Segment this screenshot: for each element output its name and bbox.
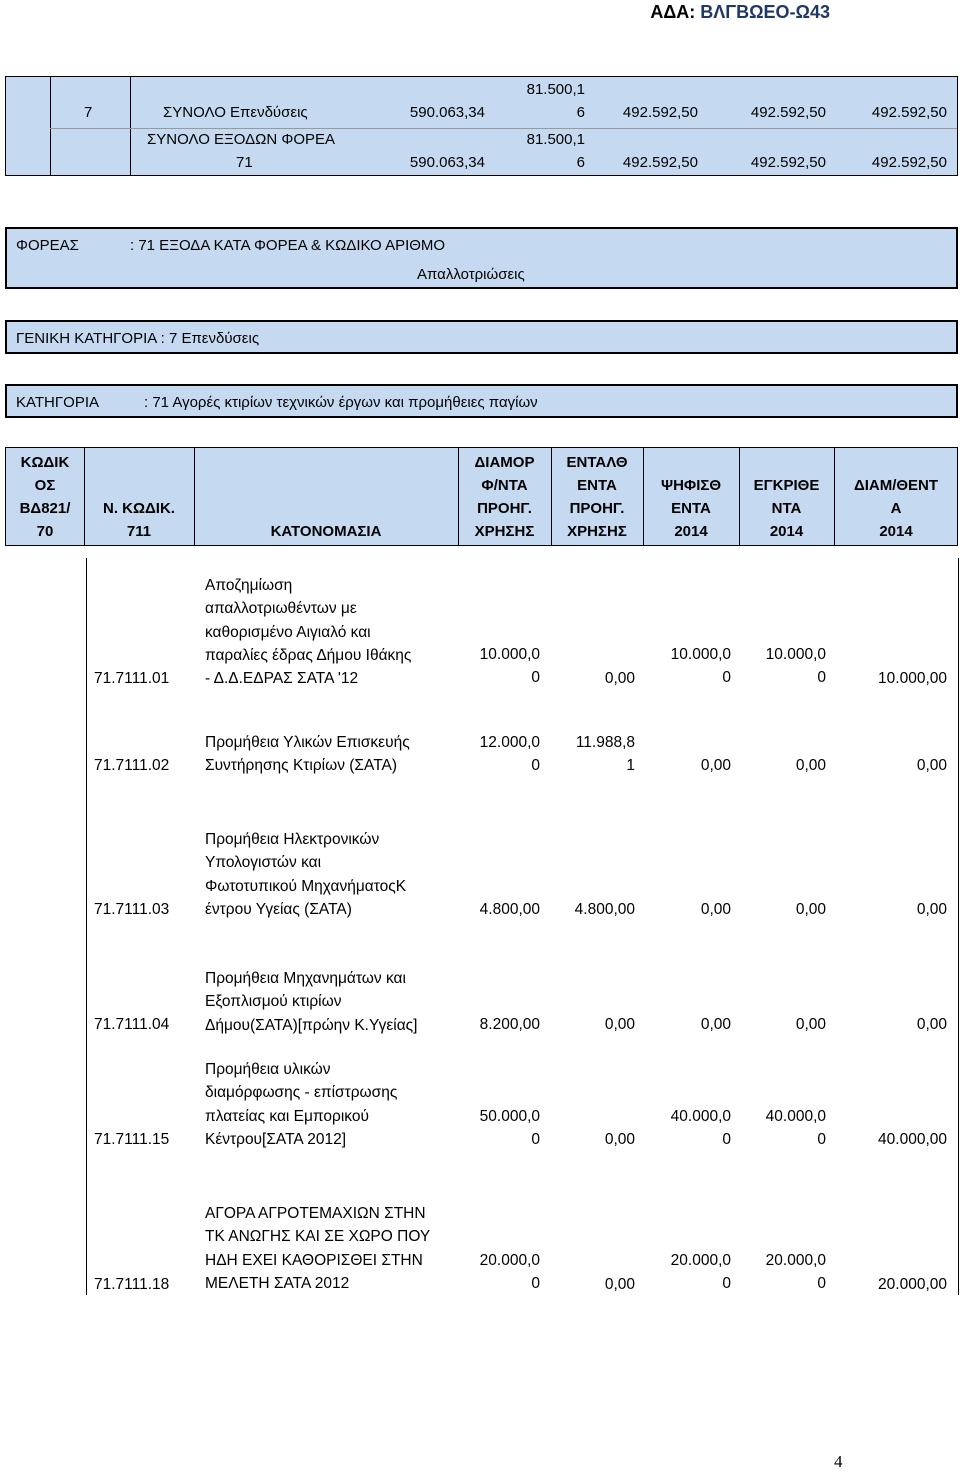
row-value: 0,00 <box>604 1131 635 1148</box>
totals-band <box>5 76 958 176</box>
col-header-egkrith-2014: ΕΓΚΡΙΘΕ ΝΤΑ 2014 <box>753 477 820 540</box>
row-name: Προμήθεια Ηλεκτρονικών Υπολογιστών και Φωτοτυπικού ΜηχανήματοςΚ έντρου Υγείας (ΣΑΤΑ) <box>205 831 407 918</box>
row-value: 12.000,0 0 <box>479 734 540 775</box>
row-code: 71.7111.18 <box>94 1276 170 1293</box>
total-value: 590.063,34 <box>409 104 485 121</box>
col-header-katonomasia: ΚΑΤΟΝΟΜΑΣΙΑ <box>270 523 382 540</box>
ada-label: ΑΔΑ: <box>650 2 696 22</box>
foreas-bar <box>5 227 958 289</box>
row-code: 71.7111.02 <box>94 757 170 774</box>
row-code: 71.7111.01 <box>94 670 170 687</box>
row-value: 10.000,00 <box>878 670 947 687</box>
general-category-bar <box>5 320 958 354</box>
row-name: Προμήθεια Υλικών Επισκευής Συντήρησης Κτιρίων (ΣΑΤΑ) <box>205 734 410 775</box>
row-code: 71.7111.15 <box>94 1131 170 1148</box>
total-label: ΣΥΝΟΛΟ ΕΞΟΔΩΝ ΦΟΡΕΑ <box>147 131 336 148</box>
row-value: 11.988,8 1 <box>575 734 635 775</box>
category-bar <box>5 384 958 418</box>
row-value: 4.800,00 <box>574 901 635 918</box>
row-code: 71.7111.04 <box>94 1016 170 1033</box>
col-header-n-kodik: Ν. ΚΩΔΙΚ. 711 <box>103 500 175 540</box>
category-value: : 71 Αγορές κτιρίων τεχνικών έργων και προμήθειες παγίων <box>144 394 538 411</box>
category-label: ΚΑΤΗΓΟΡΙΑ <box>16 394 99 411</box>
total-value: 81.500,1 <box>526 131 585 148</box>
total-value: 81.500,1 <box>526 81 585 98</box>
page-number: 4 <box>834 1452 843 1471</box>
foreas-value: : 71 ΕΞΟΔΑ ΚΑΤΑ ΦΟΡΕΑ & ΚΩΔΙΚΟ ΑΡΙΘΜΟ <box>130 237 446 254</box>
row-name: ΑΓΟΡΑ ΑΓΡΟΤΕΜΑΧΙΩΝ ΣΤΗΝ ΤΚ ΑΝΩΓΗΣ ΚΑΙ ΣΕ ΧΩΡΟ ΠΟΥ ΗΔΗ ΕΧΕΙ ΚΑΘΟΡΙΣΘΕΙ ΣΤΗΝ ΜΕΛΕΤΗ ΣΑΤΑ 2012 <box>205 1205 431 1292</box>
row-value: 40.000,0 0 <box>765 1108 826 1149</box>
row-value: 0,00 <box>604 1276 635 1293</box>
total-value: 492.592,50 <box>871 154 947 171</box>
row-name: Προμήθεια Μηχανημάτων και Εξοπλισμού κτιρίων Δήμου(ΣΑΤΑ)[πρώην Κ.Υγείας] <box>205 970 418 1034</box>
row-value: 20.000,00 <box>878 1276 947 1293</box>
row-value: 4.800,00 <box>479 901 540 918</box>
total-value: 590.063,34 <box>409 154 485 171</box>
ada-code: ΒΛΓΒΩΕΟ-Ω43 <box>700 2 830 22</box>
row-value: 8.200,00 <box>479 1016 540 1033</box>
row-value: 20.000,0 0 <box>765 1252 826 1293</box>
total-value: 6 <box>576 154 585 171</box>
general-category: ΓΕΝΙΚΗ ΚΑΤΗΓΟΡΙΑ : 7 Επενδύσεις <box>16 330 260 347</box>
row-value: 0,00 <box>795 901 826 918</box>
total-value: 492.592,50 <box>750 104 826 121</box>
col-header-psifisth-2014: ΨΗΦΙΣΘ ΕΝΤΑ 2014 <box>660 477 722 540</box>
total-value: 492.592,50 <box>622 104 698 121</box>
foreas-label: ΦΟΡΕΑΣ <box>16 237 79 254</box>
row-value: 10.000,0 0 <box>765 646 826 687</box>
total-label: ΣΥΝΟΛΟ Επενδύσεις <box>163 104 308 121</box>
row-value: 20.000,0 0 <box>479 1252 540 1293</box>
row-name: Αποζημίωση απαλλοτριωθέντων με καθορισμένο Αιγιαλό και παραλίες έδρας Δήμου Ιθάκης - Δ.Δ.ΕΔΡΑΣ ΣΑΤΑ '12 <box>205 577 412 688</box>
row-value: 0,00 <box>700 1016 731 1033</box>
row-value: 0,00 <box>795 757 826 774</box>
row-value: 0,00 <box>700 901 731 918</box>
total-value: 492.592,50 <box>622 154 698 171</box>
row-value: 50.000,0 0 <box>479 1108 540 1149</box>
row-value: 0,00 <box>700 757 731 774</box>
row-value: 0,00 <box>916 1016 947 1033</box>
ada-header <box>650 2 830 23</box>
row-value: 0,00 <box>795 1016 826 1033</box>
row-value: 10.000,0 0 <box>479 646 540 687</box>
row-value: 40.000,0 0 <box>670 1108 731 1149</box>
foreas-sub: Απαλλοτριώσεις <box>417 266 525 283</box>
row-value: 20.000,0 0 <box>670 1252 731 1293</box>
total-value: 6 <box>576 104 585 121</box>
row-code: 71.7111.03 <box>94 901 170 918</box>
total-value: 492.592,50 <box>871 104 947 121</box>
col-header-kodikos-bd: ΚΩΔΙΚ ΟΣ ΒΔ821/ 70 <box>19 454 71 540</box>
total-value: 492.592,50 <box>750 154 826 171</box>
row-name: Προμήθεια υλικών διαμόρφωσης - επίστρωσης πλατείας και Εμπορικού Κέντρου[ΣΑΤΑ 2012] <box>205 1061 398 1148</box>
row-value: 40.000,00 <box>878 1131 947 1148</box>
total-code: 7 <box>84 104 93 121</box>
total-label: 71 <box>236 154 253 171</box>
row-value: 10.000,0 0 <box>670 646 731 687</box>
row-value: 0,00 <box>916 901 947 918</box>
column-header <box>5 447 958 546</box>
row-value: 0,00 <box>604 670 635 687</box>
col-header-diamth-2014: ΔΙΑΜ/ΘΕΝΤ Α 2014 <box>853 477 939 540</box>
col-header-entalth-proig: ΕΝΤΑΛΘ ΕΝΤΑ ΠΡΟΗΓ. ΧΡΗΣΗΣ <box>566 454 628 540</box>
row-value: 0,00 <box>604 1016 635 1033</box>
col-header-diamorf-proig: ΔΙΑΜΟΡ Φ/ΝΤΑ ΠΡΟΗΓ. ΧΡΗΣΗΣ <box>474 454 535 540</box>
row-value: 0,00 <box>916 757 947 774</box>
